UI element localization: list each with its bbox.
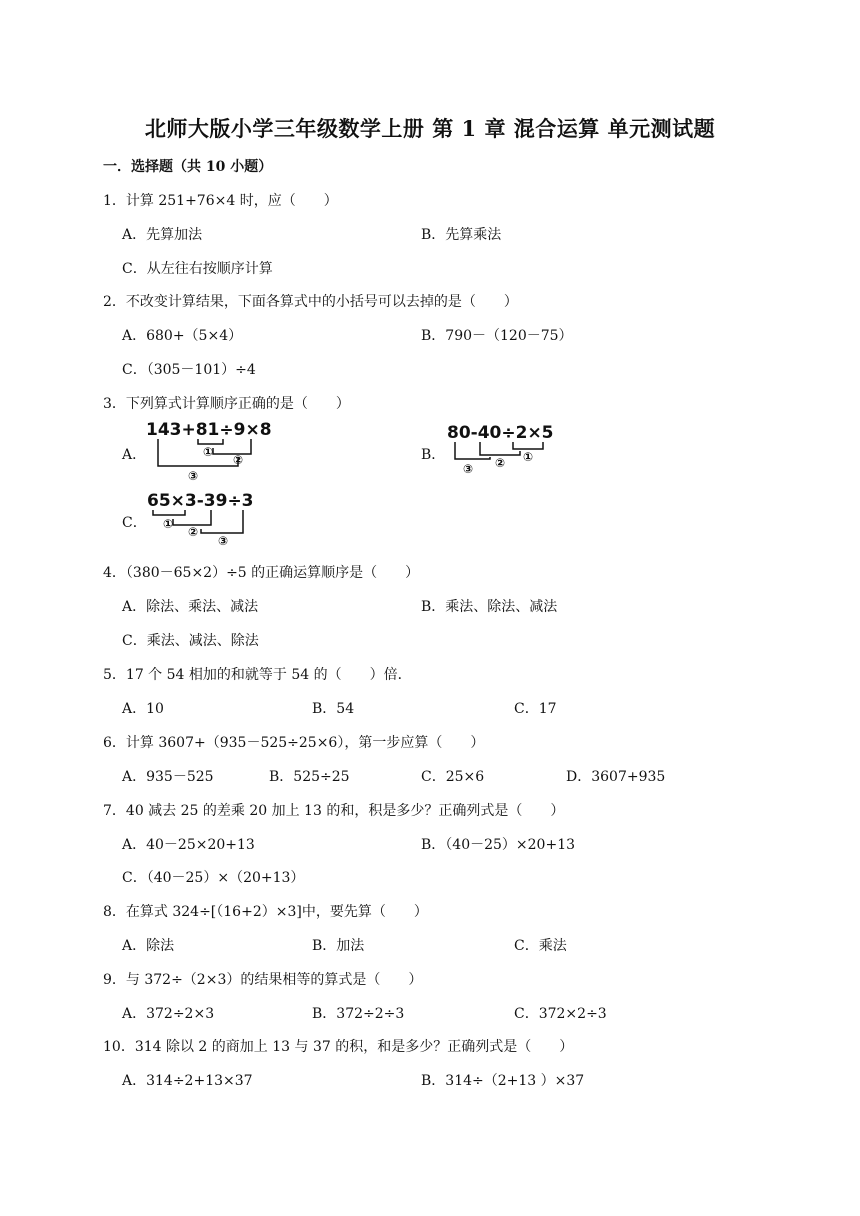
question-7: 7．40 减去 25 的差乘 20 加上 13 的和，积是多少？正确列式是（ ） bbox=[103, 803, 565, 819]
q2-option-c[interactable]: C．（305－101）÷4 bbox=[122, 362, 256, 378]
q3-option-c[interactable]: C． bbox=[122, 515, 147, 531]
q3b-expression: 80-40÷2×5 bbox=[447, 423, 554, 443]
q2-option-a[interactable]: A．680+（5×4） bbox=[122, 328, 243, 344]
svg-text:①: ① bbox=[523, 450, 534, 464]
q8-option-b[interactable]: B．加法 bbox=[312, 938, 365, 954]
q4-option-b[interactable]: B．乘法、除法、减法 bbox=[421, 599, 558, 615]
q1-option-b[interactable]: B．先算乘法 bbox=[421, 227, 502, 243]
svg-text:②: ② bbox=[233, 453, 244, 467]
q6-option-c[interactable]: C．25×6 bbox=[421, 769, 485, 785]
svg-text:②: ② bbox=[495, 456, 506, 470]
q6-option-d[interactable]: D．3607+935 bbox=[566, 769, 666, 785]
q8-option-c[interactable]: C．乘法 bbox=[514, 938, 567, 954]
question-2: 2．不改变计算结果，下面各算式中的小括号可以去掉的是（ ） bbox=[103, 294, 518, 310]
page-title: 北师大版小学三年级数学上册 第 1 章 混合运算 单元测试题 bbox=[144, 116, 716, 141]
question-10: 10．314 除以 2 的商加上 13 与 37 的积，和是多少？正确列式是（ ） bbox=[103, 1039, 574, 1055]
section-heading: 一．选择题（共 10 小题） bbox=[103, 159, 273, 175]
q7-option-a[interactable]: A．40－25×20+13 bbox=[122, 837, 255, 853]
q3-diagram-a bbox=[143, 418, 272, 486]
question-9: 9．与 372÷（2×3）的结果相等的算式是（ ） bbox=[103, 972, 423, 988]
q3-diagram-c bbox=[143, 489, 255, 549]
q6-option-a[interactable]: A．935－525 bbox=[122, 769, 214, 785]
q3a-expression: 143+81÷9×8 bbox=[146, 420, 272, 440]
q4-option-c[interactable]: C．乘法、减法、除法 bbox=[122, 633, 259, 649]
q1-option-a[interactable]: A．先算加法 bbox=[122, 227, 203, 243]
q5-option-c[interactable]: C．17 bbox=[514, 701, 557, 717]
q3-diagram-b bbox=[445, 421, 554, 481]
svg-text:③: ③ bbox=[463, 462, 474, 476]
question-3: 3．下列算式计算顺序正确的是（ ） bbox=[103, 396, 350, 412]
question-1: 1．计算 251+76×4 时，应（ ） bbox=[103, 193, 338, 209]
svg-text:②: ② bbox=[188, 525, 199, 539]
q2-option-b[interactable]: B．790－（120－75） bbox=[421, 328, 573, 344]
q9-option-b[interactable]: B．372÷2÷3 bbox=[312, 1006, 405, 1022]
svg-text:①: ① bbox=[163, 517, 174, 531]
q7-option-c[interactable]: C．（40－25）×（20+13） bbox=[122, 870, 305, 886]
q5-option-a[interactable]: A．10 bbox=[122, 701, 164, 717]
q4-option-a[interactable]: A．除法、乘法、减法 bbox=[122, 599, 259, 615]
q9-option-a[interactable]: A．372÷2×3 bbox=[122, 1006, 215, 1022]
svg-text:①: ① bbox=[203, 445, 214, 459]
q7-option-b[interactable]: B．（40－25）×20+13 bbox=[421, 837, 576, 853]
q8-option-a[interactable]: A．除法 bbox=[122, 938, 175, 954]
q1-option-c[interactable]: C．从左往右按顺序计算 bbox=[122, 261, 273, 277]
question-5: 5．17 个 54 相加的和就等于 54 的（ ）倍． bbox=[103, 667, 412, 683]
svg-text:③: ③ bbox=[218, 534, 229, 548]
question-4: 4．（380－65×2）÷5 的正确运算顺序是（ ） bbox=[103, 565, 420, 581]
q9-option-c[interactable]: C．372×2÷3 bbox=[514, 1006, 607, 1022]
question-8: 8．在算式 324÷[（16+2）×3]中，要先算（ ） bbox=[103, 904, 428, 920]
q5-option-b[interactable]: B．54 bbox=[312, 701, 355, 717]
q3-option-a[interactable]: A． bbox=[122, 447, 147, 463]
svg-text:③: ③ bbox=[188, 469, 199, 483]
q3-option-b[interactable]: B． bbox=[421, 447, 446, 463]
q6-option-b[interactable]: B．525÷25 bbox=[269, 769, 350, 785]
question-6: 6．计算 3607+（935－525÷25×6），第一步应算（ ） bbox=[103, 735, 485, 751]
q10-option-a[interactable]: A．314÷2+13×37 bbox=[122, 1073, 253, 1089]
q10-option-b[interactable]: B．314÷（2+13 ）×37 bbox=[421, 1073, 585, 1089]
q3c-expression: 65×3-39÷3 bbox=[147, 491, 254, 511]
